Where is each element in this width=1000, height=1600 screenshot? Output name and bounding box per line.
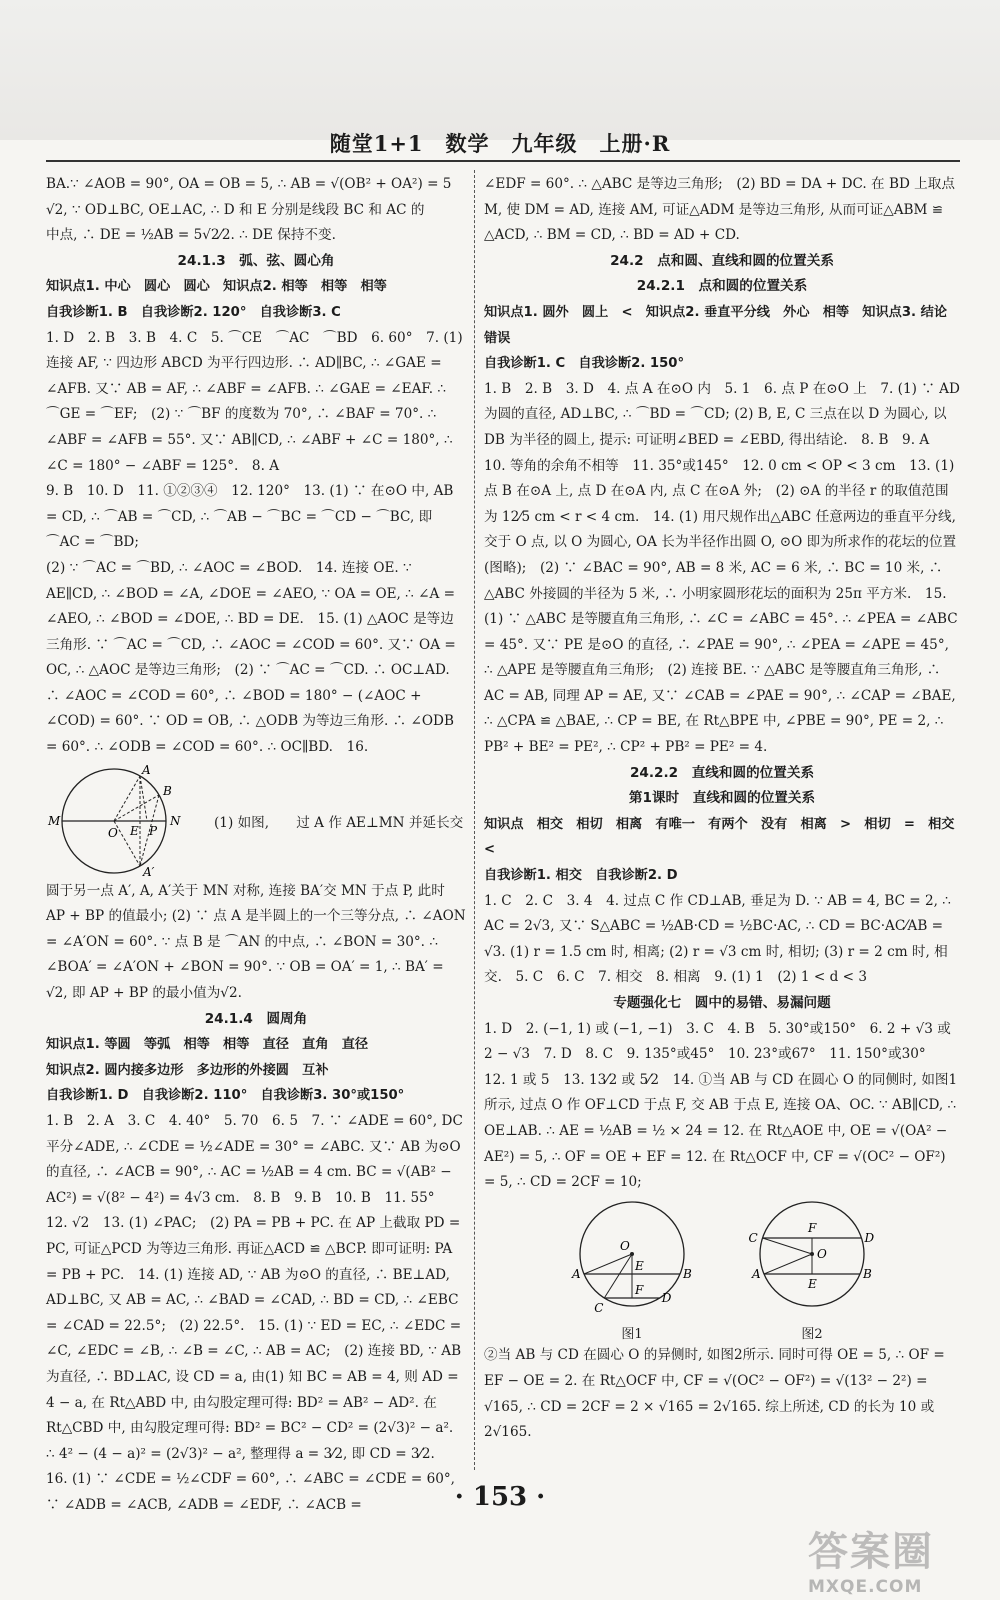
right-column [484, 172, 968, 1470]
fig2-label-4: A [752, 1266, 761, 1281]
answer-text: (2) ∵ ⌒AC = ⌒BD, ∴ ∠AOC = ∠BOD. 14. 连接 OE. ∵ AE∥CD, ∴ ∠BOD = ∠A, ∠DOE = ∠AEO, ∵ OA = OE, ∴ ∠A = ∠AEO, ∴ ∠BOD = ∠DOE, ∴ BD = DE. 15. (1) △AOC 是等边三角形. ∵ ⌒AC = ⌒CD, ∴ ∠AOC = ∠COD = 60°. 又∵ OA = OC, ∴ △AOC 是等边三角形; (2) ∵ ⌒AC = ⌒CD. ∴ OC⊥AD. ∴ ∠AOC = ∠COD = 60°, ∴ ∠BOD = 180° − (∠AOC + ∠COD) = 60°. ∵ OD = OB, ∴ △ODB 为等边三角形. ∴ ∠ODB = 60°. ∴ ∠ODB = ∠COD = 60°. ∴ OC∥BD. 16. [46, 559, 456, 756]
figure-16-circle [46, 761, 206, 879]
figure-2 [742, 1196, 882, 1344]
fig2-label-6: B [863, 1266, 872, 1281]
fig1-label-2: A [572, 1266, 581, 1281]
fig1-label-4: F [635, 1282, 644, 1297]
section-heading: 第1课时 直线和圆的位置关系 [628, 790, 816, 807]
knowledge-point-line: 知识点 相交 相切 相离 有唯一 有两个 没有 相离 > 相切 = 相交 < [484, 816, 968, 858]
fig2-label-2: D [864, 1230, 875, 1245]
section-heading: 24.2.1 点和圆的位置关系 [636, 278, 808, 295]
answer-text: 中点, ∴ DE = ½AB = 5√2⁄2. ∴ DE 保持不变. [46, 227, 336, 244]
answer-text: 9. B 10. D 11. ①②③④ 12. 120° 13. (1) ∵ 在⊙O 中, AB = CD, ∴ ⌒AB = ⌒CD, ∴ ⌒AB − ⌒BC = ⌒CD − ⌒BC, 即 ⌒AC = ⌒BD; [46, 483, 454, 551]
answer-text: 1. C 2. C 3. 4 4. 过点 C 作 CD⊥AB, 垂足为 D. ∵ AB = 4, BC = 2, ∴ AC = 2√3, 又∵ S△ABC = ½AB·CD = ½BC·AC, ∴ CD = BC·AC⁄AB = √3. (1) r = 1.5 cm 时, 相离; (2) r = √3 cm 时, 相切; (3) r = 2 cm 时, 相交. 5. C 6. C 7. 相交 8. 相离 9. (1) 1 (2) 1 < d < 3 [484, 892, 951, 986]
fig16-label-2: M [48, 813, 61, 828]
fig16-label-0: A [142, 762, 151, 777]
fig16-label-3: O [108, 825, 118, 840]
answer-text: 圆于另一点 A′, A, A′关于 MN 对称, 连接 BA′交 MN 于点 P, 此时 AP + BP 的值最小; (2) ∵ 点 A 是半圆上的一个三等分点, ∴ ∠AON = ∠A′ON = 60°. ∵ 点 B 是 ⌒AN 的中点, ∴ ∠BON = 30°. ∴ ∠BOA′ = ∠A′ON + ∠BON = 90°. ∵ OB = OA′ = 1, ∴ BA′ = √2, 即 AP + BP 的最小值为√2. [46, 882, 466, 1002]
figure-2-circle [742, 1196, 882, 1318]
fig1-label-1: E [635, 1258, 644, 1273]
answer-text: 1. B 2. A 3. C 4. 40° 5. 70 6. 5 7. ∵ ∠ADE = 60°, DC 平分∠ADE, ∴ ∠CDE = ½∠ADE = 30° = ∠ABC. 又∵ AB 为⊙O 的直径, ∴ ∠ACB = 90°, ∴ AC = ½AB = 4 cm. BC = √(AB² − AC²) = √(8² − 4²) = 4√3 cm. 8. B 9. B 10. B 11. 55° 12. √2 13. (1) ∠PAC; (2) PA = PB + PC. 在 AP 上截取 PD = PC, 可证△PCD 为等边三角形. 再证△ACD ≌ △BCP. 即可证明: PA = PB + PC. 14. (1) 连接 AD, ∵ AB 为⊙O 的直径, ∴ BE⊥AD, AD⊥BC, 又 AB = AC, ∴ ∠BAD = ∠CAD, ∴ BD = CD, ∴ ∠EBC = ∠CAD = 22.5°; (2) 22.5°. 15. (1) ∵ ED = EC, ∴ ∠EDC = ∠C, ∠EDC = ∠B, ∴ ∠B = ∠C, ∴ AB = AC; (2) 连接 BD, ∵ AB 为直径, ∴ BD⊥AC, 设 CD = a, 由(1) 知 BC = AB = 4, 则 AD = 4 − a, 在 Rt△ABD 中, 由勾股定理可得: BD² = AB² − AD². 在 Rt△CBD 中, 由勾股定理可得: BD² = BC² − CD² = (2√3)² − a². ∴ 4² − (4 − a)² = (2√3)² − a², 整理得 a = 3⁄2, 即 CD = 3⁄2. 16. (1) ∵ ∠CDE = ½∠CDF = 60°, ∴ ∠ABC = ∠CDE = 60°, ∵ ∠ADB = ∠ACB, ∠ADB = ∠EDF, ∴ ∠ACB = [46, 1113, 463, 1513]
left-column [46, 172, 466, 1513]
figure-1-caption: 图1 [621, 1327, 643, 1343]
answer-text: 1. D 2. B 3. B 4. C 5. ⌒CE ⌒AC ⌒BD 6. 60° 7. (1) 连接 AF, ∵ 四边形 ABCD 为平行四边形. ∴ AD∥BC, ∴ ∠GAE = ∠AFB. 又∵ AB = AF, ∴ ∠ABF = ∠AFB. ∴ ∠GAE = ∠EAF. ∴ ⌒GE = ⌒EF; (2) ∵ ⌒BF 的度数为 70°, ∴ ∠BAF = 70°. ∴ ∠ABF = ∠AFB = 55°. 又∵ AB∥CD, ∴ ∠ABF + ∠C = 180°, ∴ ∠C = 180° − ∠ABF = 125°. 8. A [46, 329, 463, 474]
knowledge-point-line: 知识点1. 圆外 圆上 < 知识点2. 垂直平分线 外心 相等 知识点3. 结论 错误 [484, 304, 961, 346]
figure-16-caption: (1) 如图, 过 A 作 AE⊥MN 并延长交 [214, 814, 464, 831]
fig2-label-1: C [748, 1230, 758, 1245]
page-number: · 153 · [454, 1482, 546, 1512]
fig1-label-0: O [620, 1238, 630, 1253]
section-heading: 24.1.4 圆周角 [204, 1010, 308, 1027]
fig1-label-6: D [661, 1290, 672, 1305]
answer-text: ∠EDF = 60°. ∴ △ABC 是等边三角形; (2) BD = DA + DC. 在 BD 上取点 M, 使 DM = AD, 连接 AM, 可证△ADM 是等边三角形, 从而可证△ABM ≌ △ACD, ∴ BM = CD, ∴ BD = AD + CD. [484, 176, 955, 244]
fig16-label-1: B [163, 783, 172, 798]
knowledge-point-line: 自我诊断1. D 自我诊断2. 110° 自我诊断3. 30°或150° [46, 1088, 405, 1104]
header-band [0, 0, 1000, 140]
watermark-logo [808, 1520, 988, 1597]
answer-text: 1. D 2. (−1, 1) 或 (−1, −1) 3. C 4. B 5. 30°或150° 6. 2 + √3 或 2 − √3 7. D 8. C 9. 135°或45° 10. 23°或67° 11. 150°或30° 12. 1 或 5 13. 13⁄2 或 5⁄2 14. ①当 AB 与 CD 在圆心 O 的同侧时, 如图1所示, 过点 O 作 OF⊥CD 于点 F, 交 AB 于点 E, 连接 OA、OC. ∵ AB∥CD, ∴ OE⊥AB. ∴ AE = ½AB = ½ × 24 = 12. 在 Rt△AOE 中, OE = √(OA² − AE²) = 5, ∴ OF = OE + EF = 12. 在 Rt△OCF 中, CF = √(OC² − OF²) = 5, ∴ CD = 2CF = 10; [484, 1020, 958, 1191]
knowledge-point-line: 自我诊断1. C 自我诊断2. 150° [484, 356, 685, 372]
fig16-label-6: N [170, 813, 181, 828]
fig2-label-3: O [817, 1246, 827, 1261]
knowledge-point-line: 自我诊断1. 相交 自我诊断2. D [484, 868, 678, 884]
fig16-label-5: P [149, 823, 158, 838]
fig16-label-7: A′ [143, 864, 155, 879]
answer-text: 1. B 2. B 3. D 4. 点 A 在⊙O 内 5. 1 6. 点 P 在⊙O 上 7. (1) ∵ AD 为圆的直径, AD⊥BC, ∴ ⌒BD = ⌒CD; (2) B, E, C 三点在以 D 为圆心, 以 DB 为半径的圆上, 提示: 可证明∠BED = ∠EBD, 得出结论. 8. B 9. A 10. 等角的余角不相等 11. 35°或145° 12. 0 cm < OP < 3 cm 13. (1) 点 B 在⊙A 上, 点 D 在⊙A 内, 点 C 在⊙A 外; (2) ⊙A 的半径 r 的取值范围为 12⁄5 cm < r < 4 cm. 14. (1) 用尺规作出△ABC 任意两边的垂直平分线, 交于 O 点, 以 O 为圆心, OA 长为半径作出圆 O, ⊙O 即为所求作的花坛的位置(图略); (2) ∵ ∠BAC = 90°, AB = 8 米, AC = 6 米, ∴ BC = 10 米, ∴ △ABC 外接圆的半径为 5 米, ∴ 小明家圆形花坛的面积为 25π 平方米. 15. (1) ∵ △ABC 是等腰直角三角形, ∴ ∠C = ∠ABC = 45°. ∴ ∠PEA = ∠ABC = 45°. 又∵ PE 是⊙O 的直径, ∴ ∠PAE = 90°, ∴ ∠PEA = ∠APE = 45°, ∴ △APE 是等腰直角三角形; (2) 连接 BE. ∵ △ABC 是等腰直角三角形, ∴ AC = AB, 同理 AP = AE, 又∵ ∠CAB = ∠PAE = 90°, ∴ ∠CAP = ∠BAE, ∴ △CPA ≌ △BAE, ∴ CP = BE, 在 Rt△BPE 中, ∠PBE = 90°, PE = 2, ∴ PB² + BE² = PE², ∴ CP² + PB² = PE² = 4. [484, 380, 960, 756]
fig2-label-0: F [808, 1220, 817, 1235]
answer-text: ②当 AB 与 CD 在圆心 O 的异侧时, 如图2所示. 同时可得 OE = 5, ∴ OF = EF − OE = 2. 在 Rt△OCF 中, CF = √(OC² − OF²) = √(13² − 2²) = √165, ∴ CD = 2CF = 2 × √165 = 2√165. 综上所述, CD 的长为 10 或 2√165. [484, 1347, 945, 1441]
column-divider [474, 170, 475, 1470]
figure-1-circle [562, 1196, 702, 1318]
figure-16-row [46, 761, 466, 879]
fig1-label-3: B [683, 1266, 692, 1281]
section-heading: 24.1.3 弧、弦、圆心角 [177, 252, 335, 269]
section-heading: 专题强化七 圆中的易错、易漏问题 [613, 995, 831, 1011]
figure-2-caption: 图2 [801, 1327, 823, 1343]
knowledge-point-line: 知识点1. 中心 圆心 圆心 知识点2. 相等 相等 相等 [46, 279, 387, 295]
figure-1 [562, 1196, 702, 1344]
fig2-label-5: E [808, 1276, 817, 1291]
header-rule [46, 160, 960, 162]
section-heading: 24.2.2 直线和圆的位置关系 [629, 764, 815, 781]
knowledge-point-line: 知识点1. 等圆 等弧 相等 相等 直径 直角 直径 [46, 1037, 369, 1053]
figure-14-row [484, 1196, 960, 1344]
watermark-cn: 答案圈 [808, 1529, 934, 1575]
fig1-label-5: C [594, 1300, 604, 1315]
answer-text: √2, ∵ OD⊥BC, OE⊥AC, ∴ D 和 E 分别是线段 BC 和 AC 的 [46, 201, 425, 218]
knowledge-point-line: 知识点2. 圆内接多边形 多边形的外接圆 互补 [46, 1062, 329, 1078]
fig16-label-4: E [130, 823, 139, 838]
page-header: 随堂1+1 数学 九年级 上册·R [329, 131, 671, 156]
answer-text: BA.∵ ∠AOB = 90°, OA = OB = 5, ∴ AB = √(OB² + OA²) = 5 [46, 176, 452, 192]
knowledge-point-line: 自我诊断1. B 自我诊断2. 120° 自我诊断3. C [46, 304, 341, 320]
section-heading: 24.2 点和圆、直线和圆的位置关系 [610, 252, 834, 269]
watermark-url: MXQE.COM [808, 1577, 923, 1597]
